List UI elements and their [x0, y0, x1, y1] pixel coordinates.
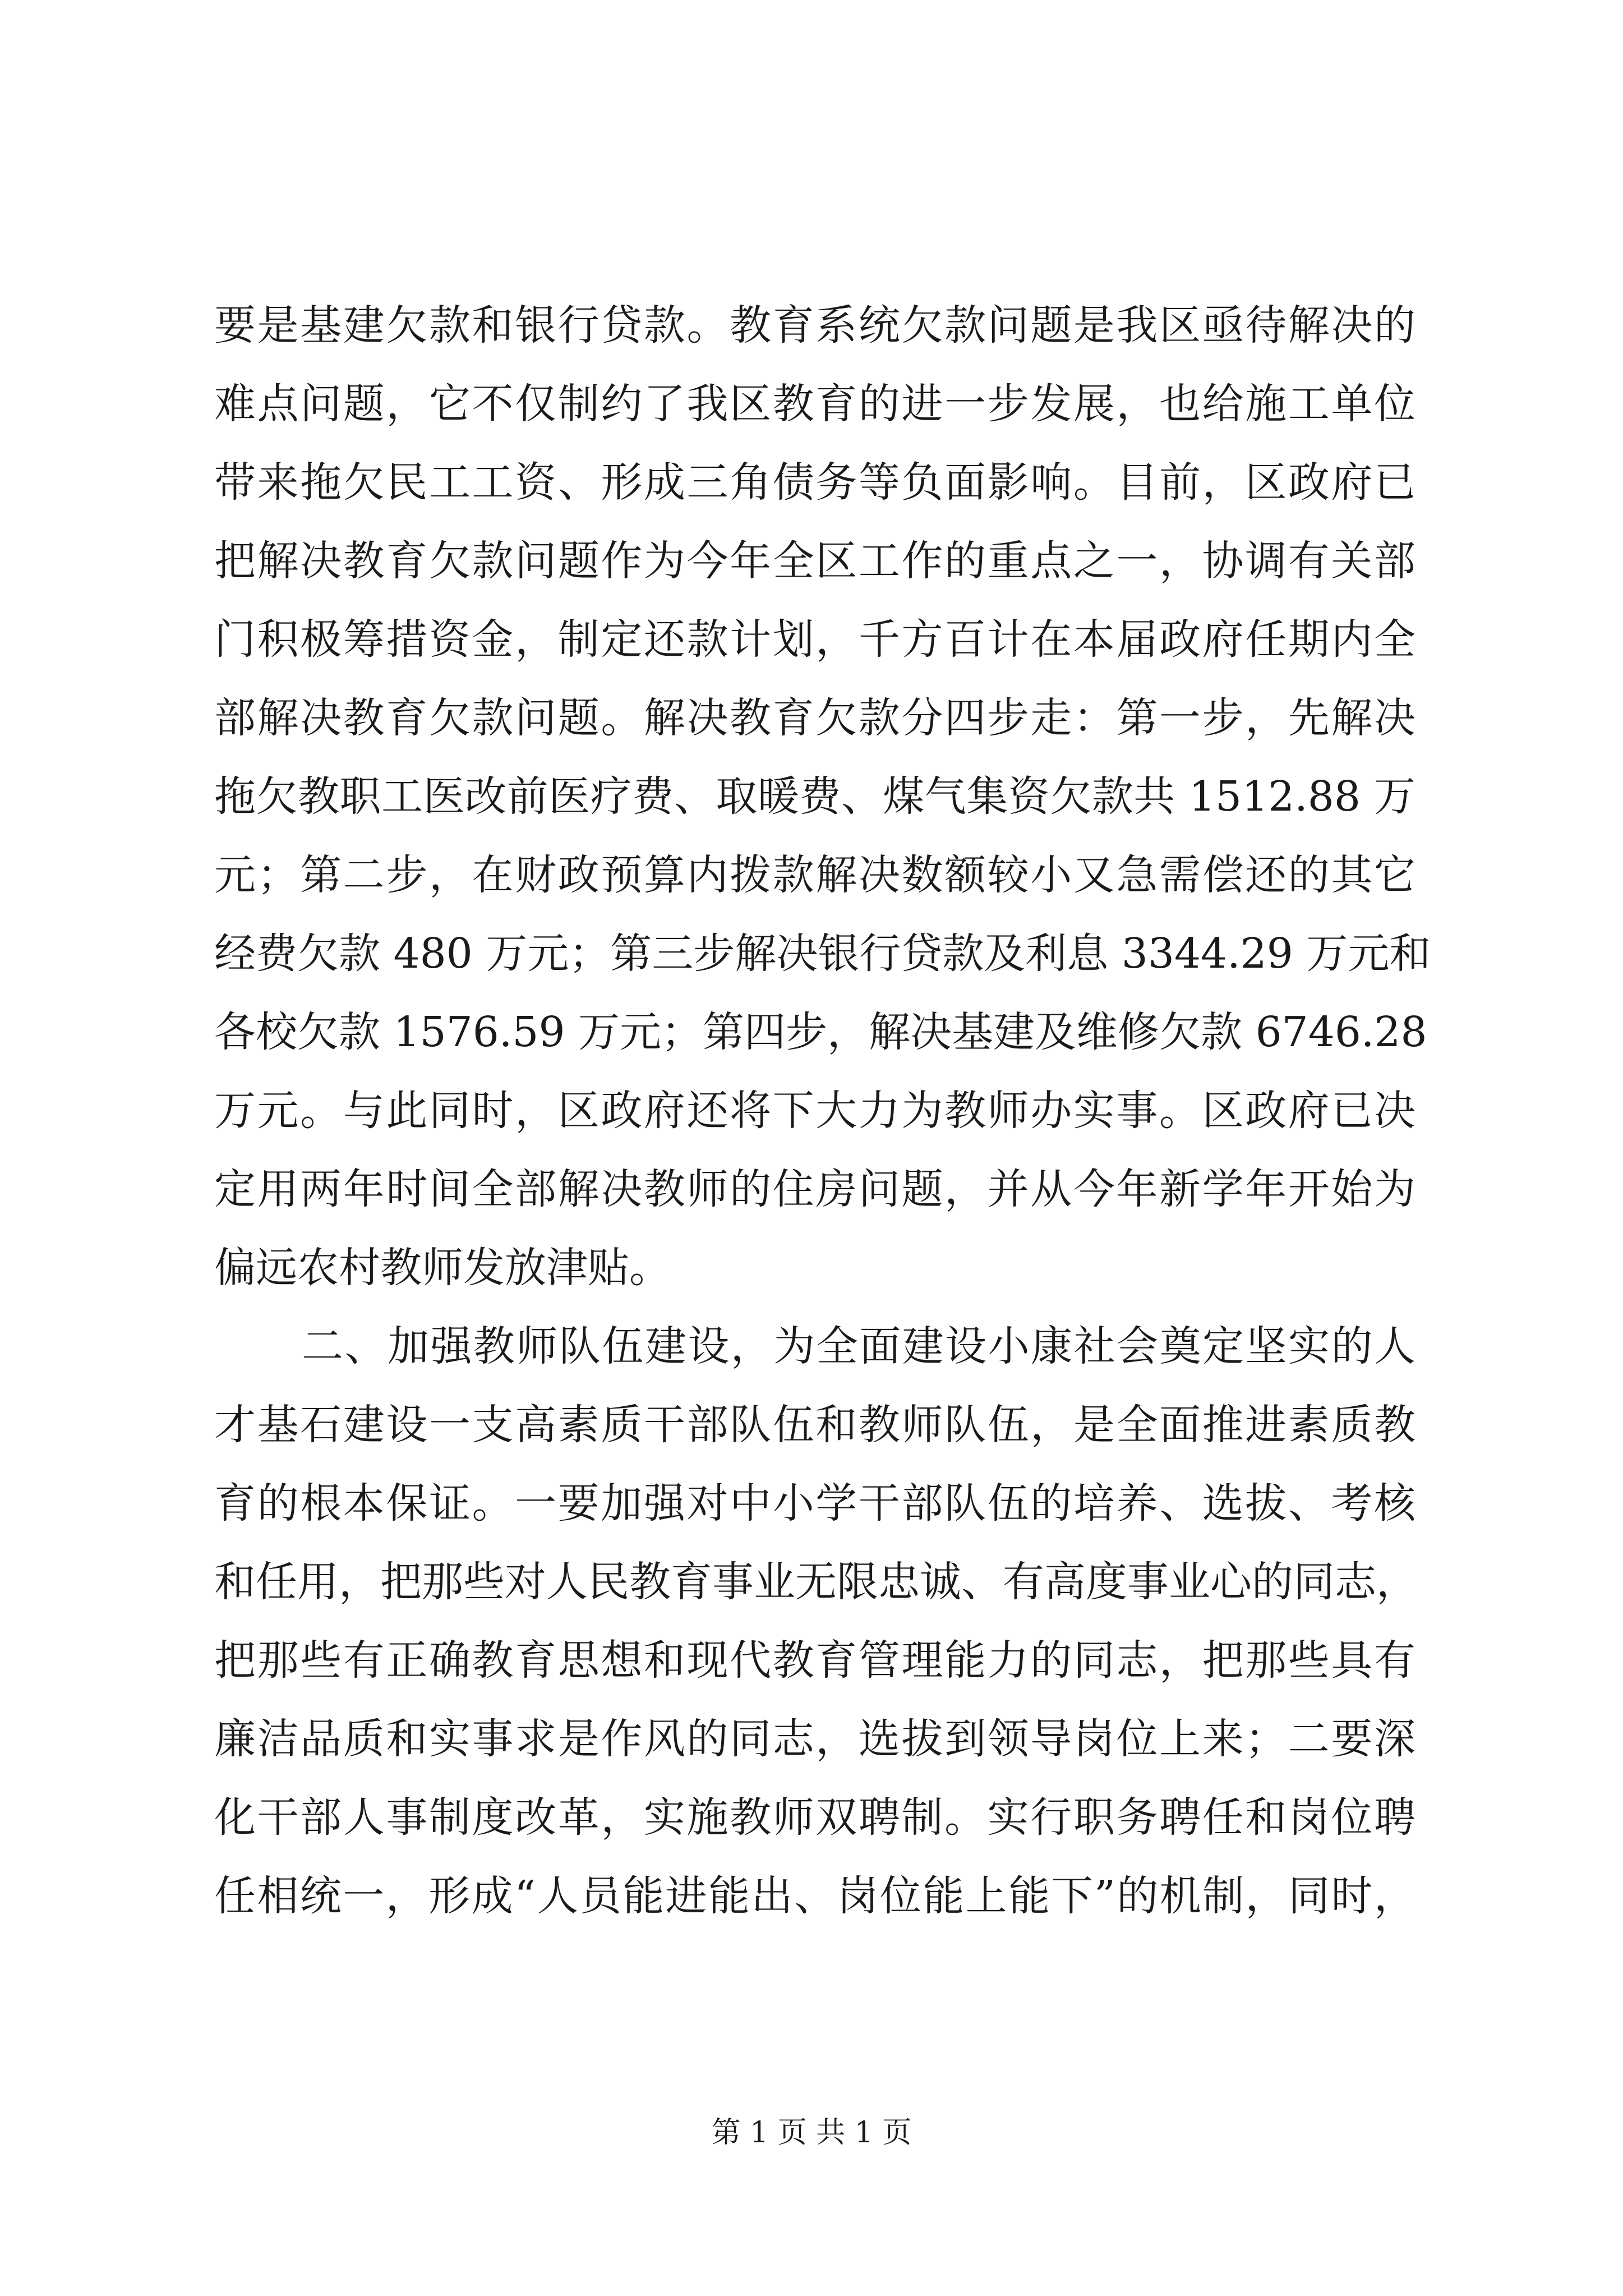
text-line: 化干部人事制度改革，实施教师双聘制。实行职务聘任和岗位聘 [214, 1793, 1415, 1842]
text-line: 拖欠教职工医改前医疗费、取暖费、煤气集资欠款共 1512.88 万 [214, 772, 1415, 821]
paragraph-start-line: 二、加强教师队伍建设，为全面建设小康社会奠定坚实的人 [302, 1322, 1415, 1370]
text-line: 门积极筹措资金，制定还款计划，千方百计在本届政府任期内全 [214, 615, 1415, 664]
text-line: 才基石建设一支高素质干部队伍和教师队伍，是全面推进素质教 [214, 1401, 1415, 1449]
text-line: 定用两年时间全部解决教师的住房问题，并从今年新学年开始为 [214, 1165, 1415, 1213]
text-line: 元；第二步，在财政预算内拨款解决数额较小又急需偿还的其它 [214, 851, 1415, 899]
text-line: 各校欠款 1576.59 万元；第四步，解决基建及维修欠款 6746.28 [214, 1008, 1427, 1056]
text-line: 把解决教育欠款问题作为今年全区工作的重点之一，协调有关部 [214, 537, 1415, 585]
text-line: 部解决教育欠款问题。解决教育欠款分四步走：第一步，先解决 [214, 694, 1415, 742]
page-footer: 第 1 页 共 1 页 [711, 2116, 912, 2150]
text-line: 任相统一，形成“人员能进能出、岗位能上能下”的机制，同时， [214, 1872, 1415, 1920]
text-line: 经费欠款 480 万元；第三步解决银行贷款及利息 3344.29 万元和 [214, 930, 1431, 978]
text-line: 万元。与此同时，区政府还将下大力为教师办实事。区政府已决 [214, 1087, 1415, 1135]
text-line: 偏远农村教师发放津贴。 [214, 1244, 671, 1292]
text-line: 和任用，把那些对人民教育事业无限忠诚、有高度事业心的同志， [214, 1558, 1418, 1606]
text-line: 廉洁品质和实事求是作风的同志，选拔到领导岗位上来；二要深 [214, 1715, 1415, 1763]
text-line: 要是基建欠款和银行贷款。教育系统欠款问题是我区亟待解决的 [214, 301, 1415, 349]
text-line: 把那些有正确教育思想和现代教育管理能力的同志，把那些具有 [214, 1636, 1415, 1685]
text-line: 带来拖欠民工工资、形成三角债务等负面影响。目前，区政府已 [214, 458, 1415, 507]
text-line: 难点问题，它不仅制约了我区教育的进一步发展，也给施工单位 [214, 380, 1415, 428]
text-line: 育的根本保证。一要加强对中小学干部队伍的培养、选拔、考核 [214, 1479, 1415, 1527]
